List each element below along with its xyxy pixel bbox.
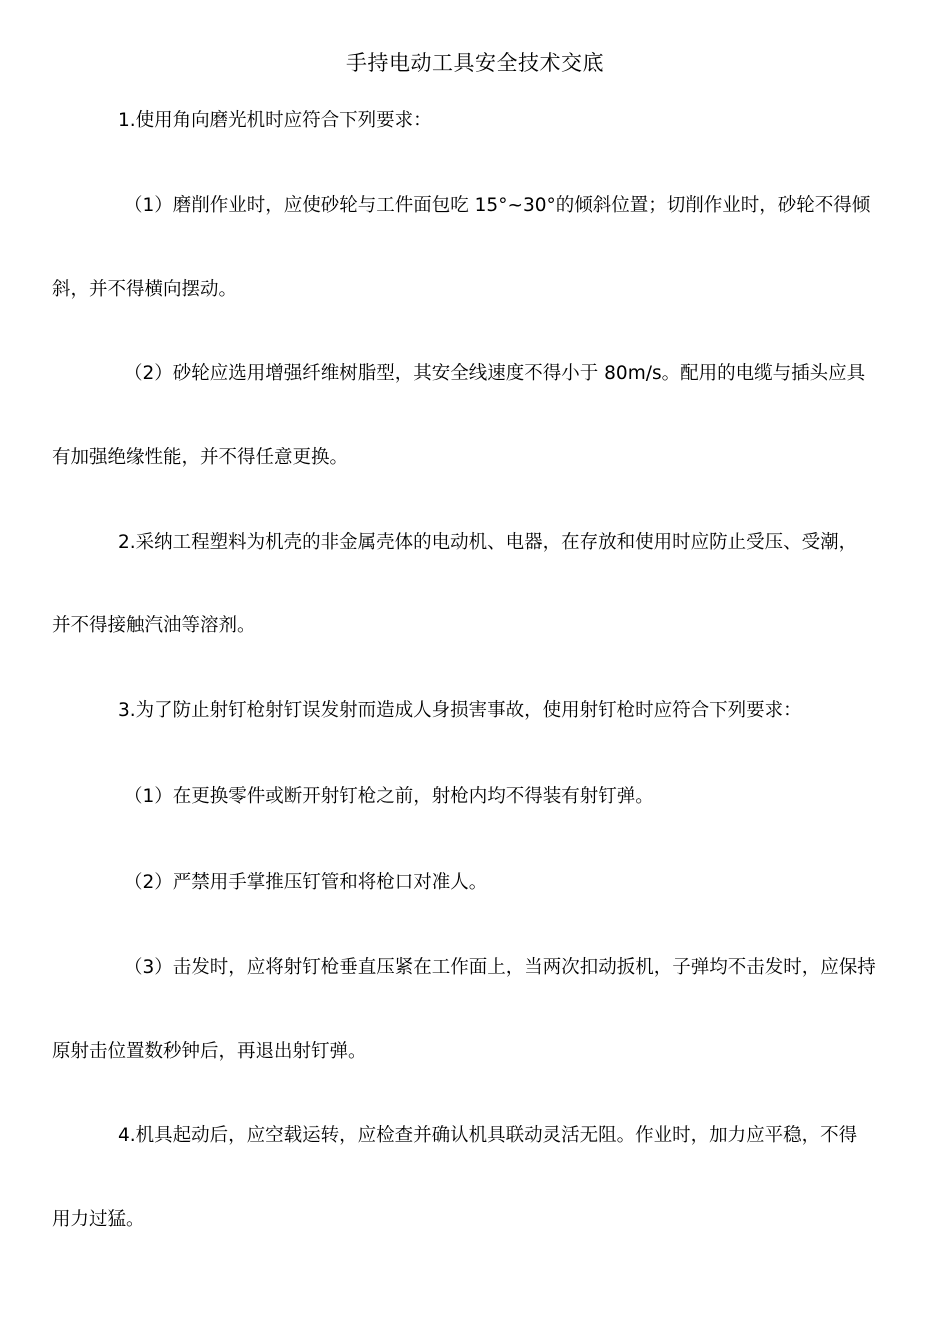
section-1-item-2-line-1: （2）砂轮应选用增强纤维树脂型，其安全线速度不得小于 80m/s。配用的电缆与插头应具	[124, 363, 866, 384]
section-3-item-1: （1）在更换零件或断开射钉枪之前，射枪内均不得装有射钉弹。	[124, 786, 654, 807]
section-1-item-1-line-2: 斜，并不得横向摆动。	[52, 279, 238, 300]
section-2-line-1: 2.采纳工程塑料为机壳的非金属壳体的电动机、电器，在存放和使用时应防止受压、受潮，	[118, 532, 858, 553]
section-2-line-2: 并不得接触汽油等溶剂。	[52, 615, 256, 636]
section-1-item-2-line-2: 有加强绝缘性能，并不得任意更换。	[52, 447, 349, 468]
section-4-line-2: 用力过猛。	[52, 1209, 145, 1230]
section-3-item-2: （2）严禁用手掌推压钉管和将枪口对准人。	[124, 872, 488, 893]
section-4-line-1: 4.机具起动后，应空载运转，应检查并确认机具联动灵活无阻。作业时，加力应平稳，不得	[118, 1125, 858, 1146]
section-3-heading: 3.为了防止射钉枪射钉误发射而造成人身损害事故，使用射钉枪时应符合下列要求：	[118, 700, 802, 721]
section-3-item-3-line-2: 原射击位置数秒钟后，再退出射钉弹。	[52, 1041, 367, 1062]
section-3-item-3-line-1: （3）击发时，应将射钉枪垂直压紧在工作面上，当两次扣动扳机，子弹均不击发时，应保持	[124, 957, 876, 978]
section-1-item-1-line-1: （1）磨削作业时，应使砂轮与工件面包吃 15°~30°的倾斜位置；切削作业时，砂轮不得倾	[124, 195, 871, 216]
section-1-heading: 1.使用角向磨光机时应符合下列要求：	[118, 110, 432, 131]
document-title: 手持电动工具安全技术交底	[346, 51, 604, 75]
